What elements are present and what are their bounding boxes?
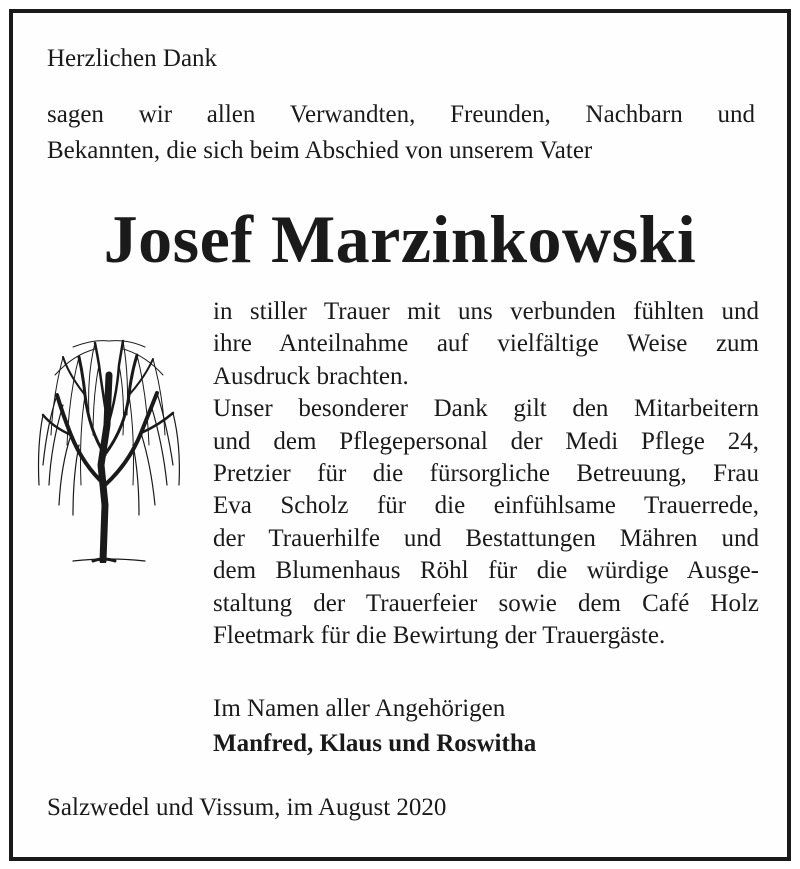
intro-text: [47, 97, 755, 169]
body-line: Ausdruck brachten.: [213, 362, 409, 390]
body-line: der Trauerhilfe und Bestattungen Mähren und: [213, 524, 759, 552]
body-line: staltung der Trauerfeier sowie dem Café Holz: [213, 589, 759, 617]
intro-line: sagen wir allen Verwandten, Freunden, Nachbarn und: [47, 101, 755, 128]
body-line: Fleetmark für die Bewirtung der Trauergäste.: [213, 622, 666, 650]
obituary-notice-frame: [9, 9, 791, 861]
body-line: und dem Pflegepersonal der Medi Pflege 24,: [213, 427, 759, 455]
weeping-tree-icon: [33, 335, 185, 563]
place-date: Salzwedel und Vissum, im August 2020: [47, 794, 447, 821]
deceased-name: Josef Marzinkowski: [103, 201, 697, 277]
thanks-text: [213, 296, 759, 652]
notice-heading: Herzlichen Dank: [47, 45, 218, 72]
signoff-text: Im Namen aller Angehörigen: [213, 695, 506, 722]
signers-names: Manfred, Klaus und Roswitha: [213, 730, 537, 757]
body-line: Eva Scholz für die einfühlsame Trauerrede,: [213, 492, 759, 520]
body-line: Pretzier für die fürsorgliche Betreuung, Frau: [213, 460, 759, 488]
intro-line: Bekannten, die sich beim Abschied von unserem Vater: [47, 137, 593, 164]
body-line: ihre Anteilnahme auf vielfältige Weise zum: [213, 330, 759, 358]
body-line: in stiller Trauer mit uns verbunden fühlten und: [213, 298, 759, 325]
body-line: dem Blumenhaus Röhl für die würdige Ausge-: [213, 557, 759, 585]
body-line: Unser besonderer Dank gilt den Mitarbeitern: [213, 395, 759, 423]
